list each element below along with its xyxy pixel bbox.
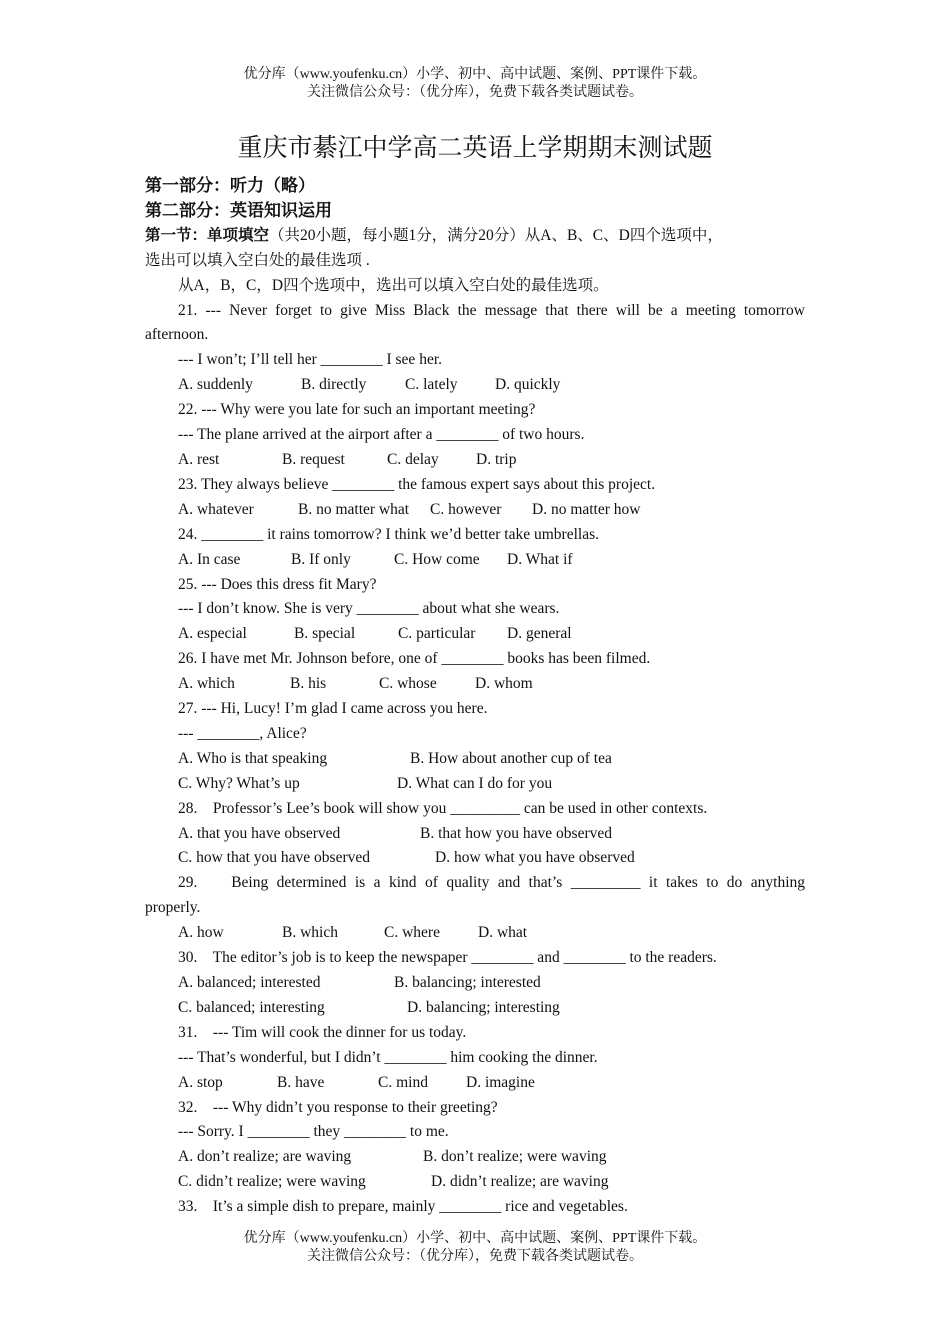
option-c: C. how that you have observed bbox=[178, 849, 370, 867]
question-25-reply: --- I don’t know. She is very ________ about what she wears. bbox=[178, 600, 560, 618]
question-21-stem-cont: afternoon. bbox=[145, 326, 209, 344]
footer-line-1: 优分库（www.youfenku.cn）小学、初中、高中试题、案例、PPT课件下载。 bbox=[243, 1231, 707, 1246]
question-31-options bbox=[145, 1071, 805, 1096]
question-22-options bbox=[145, 448, 805, 473]
option-c: C. balanced; interesting bbox=[178, 998, 325, 1016]
section-1-desc: （共20小题，每小题1分，满分20分）从A、B、C、D四个选项中， bbox=[269, 226, 723, 244]
option-d: D. whom bbox=[475, 675, 533, 693]
question-26-stem: 26. I have met Mr. Johnson before, one of ________ books has been filmed. bbox=[178, 650, 651, 668]
question-26-options bbox=[145, 672, 805, 697]
option-b: B. don’t realize; were waving bbox=[423, 1148, 607, 1166]
question-27-options-row-2 bbox=[145, 772, 805, 797]
section-1-intro bbox=[145, 224, 805, 249]
option-d: D. didn’t realize; are waving bbox=[431, 1173, 609, 1191]
question-23-stem: 23. They always believe ________ the famous expert says about this project. bbox=[178, 475, 656, 493]
header-line-1: 优分库（www.youfenku.cn）小学、初中、高中试题、案例、PPT课件下载。 bbox=[243, 67, 707, 82]
section-1-label: 第一节：单项填空 bbox=[145, 226, 270, 244]
part-1-heading: 第一部分：听力（略） bbox=[145, 176, 315, 195]
option-b: B. directly bbox=[301, 376, 367, 394]
question-32-options-row-2 bbox=[145, 1170, 805, 1195]
question-32-options-row-1 bbox=[145, 1145, 805, 1170]
question-27-reply: --- ________, Alice? bbox=[178, 724, 307, 742]
option-a: A. that you have observed bbox=[178, 824, 341, 842]
question-30-stem: 30. The editor’s job is to keep the newspaper ________ and ________ to the readers. bbox=[178, 949, 717, 967]
header-line-2: 关注微信公众号：（优分库），免费下载各类试题试卷。 bbox=[307, 85, 643, 100]
option-b: B. If only bbox=[291, 550, 351, 568]
option-c: C. particular bbox=[398, 625, 476, 643]
question-28-options-row-1 bbox=[145, 822, 805, 847]
option-a: A. balanced; interested bbox=[178, 974, 321, 991]
question-24-options bbox=[145, 548, 805, 573]
option-b: B. that how you have observed bbox=[420, 824, 612, 842]
option-d: D. general bbox=[507, 625, 572, 643]
option-b: B. his bbox=[290, 675, 327, 693]
option-c: C. where bbox=[384, 924, 440, 942]
section-1-desc-cont: 选出可以填入空白处的最佳选项 . bbox=[145, 251, 370, 269]
question-21-options bbox=[145, 373, 805, 398]
question-23-options bbox=[145, 498, 805, 523]
option-a: A. how bbox=[178, 924, 224, 942]
option-a: A. suddenly bbox=[178, 376, 253, 394]
question-28-stem: 28. Professor’s Lee’s book will show you _________ can be used in other contexts. bbox=[178, 799, 708, 817]
question-31-reply: --- That’s wonderful, but I didn’t ________ him cooking the dinner. bbox=[178, 1048, 598, 1066]
option-b: B. special bbox=[294, 625, 356, 643]
option-d: D. how what you have observed bbox=[435, 849, 635, 867]
option-b: B. have bbox=[277, 1073, 325, 1091]
page-title: 重庆市綦江中学高二英语上学期期末测试题 bbox=[237, 135, 713, 162]
option-d: D. What if bbox=[507, 550, 573, 568]
option-d: D. What can I do for you bbox=[397, 774, 553, 792]
question-32-reply: --- Sorry. I ________ they ________ to me. bbox=[178, 1123, 449, 1141]
option-d: D. quickly bbox=[495, 376, 561, 394]
footer-line-2: 关注微信公众号：（优分库），免费下载各类试题试卷。 bbox=[307, 1249, 643, 1264]
question-31-stem: 31. --- Tim will cook the dinner for us today. bbox=[178, 1023, 467, 1041]
option-c: C. however bbox=[430, 500, 502, 518]
question-28-options-row-2 bbox=[145, 846, 805, 871]
question-22-reply: --- The plane arrived at the airport after a ________ of two hours. bbox=[178, 426, 585, 444]
question-32-stem: 32. --- Why didn’t you response to their greeting? bbox=[178, 1098, 498, 1116]
option-d: D. trip bbox=[476, 450, 517, 468]
question-30-options-row-1 bbox=[145, 971, 805, 996]
option-b: B. How about another cup of tea bbox=[410, 749, 612, 767]
option-a: A. Who is that speaking bbox=[178, 749, 328, 767]
option-d: D. imagine bbox=[466, 1073, 535, 1091]
option-b: B. no matter what bbox=[298, 500, 410, 518]
part-2-heading: 第二部分：英语知识运用 bbox=[145, 200, 332, 220]
question-27-stem: 27. --- Hi, Lucy! I’m glad I came across you here. bbox=[178, 700, 488, 718]
option-d: D. no matter how bbox=[532, 500, 641, 518]
question-29-stem-cont: properly. bbox=[145, 899, 201, 917]
exam-content bbox=[145, 174, 805, 1220]
page-footer bbox=[0, 1230, 950, 1266]
question-30-options-row-2 bbox=[145, 996, 805, 1021]
question-24-stem: 24. ________ it rains tomorrow? I think we’d better take umbrellas. bbox=[178, 525, 599, 543]
option-a: A. don’t realize; are waving bbox=[178, 1148, 352, 1166]
option-a: A. In case bbox=[178, 550, 241, 568]
question-25-stem: 25. --- Does this dress fit Mary? bbox=[178, 575, 377, 593]
option-c: C. lately bbox=[405, 376, 458, 394]
option-c: C. mind bbox=[378, 1073, 428, 1091]
option-b: B. balancing; interested bbox=[394, 974, 541, 991]
question-21-reply: --- I won’t; I’ll tell her ________ I see her. bbox=[178, 351, 442, 369]
option-a: A. rest bbox=[178, 450, 220, 468]
question-25-options bbox=[145, 622, 805, 647]
option-c: C. delay bbox=[387, 450, 439, 468]
option-a: A. especial bbox=[178, 625, 247, 643]
option-c: C. didn’t realize; were waving bbox=[178, 1173, 366, 1191]
question-21-stem: 21. --- Never forget to give Miss Black the message that there will be a meeting tomorrow bbox=[178, 301, 805, 319]
option-b: B. request bbox=[282, 450, 345, 468]
option-a: A. stop bbox=[178, 1073, 223, 1091]
section-1-instruction: 从A，B，C，D四个选项中，选出可以填入空白处的最佳选项。 bbox=[178, 276, 609, 294]
question-29-options bbox=[145, 921, 805, 946]
option-c: C. How come bbox=[394, 550, 480, 568]
option-d: D. balancing; interesting bbox=[407, 998, 560, 1016]
question-29-stem: 29. Being determined is a kind of quality and that’s _________ it takes to do anything bbox=[178, 874, 805, 892]
option-d: D. what bbox=[478, 924, 528, 942]
question-27-options-row-1 bbox=[145, 747, 805, 772]
option-a: A. which bbox=[178, 675, 235, 693]
option-c: C. whose bbox=[379, 675, 437, 693]
question-33-stem: 33. It’s a simple dish to prepare, mainly ________ rice and vegetables. bbox=[178, 1198, 628, 1216]
question-22-stem: 22. --- Why were you late for such an important meeting? bbox=[178, 401, 536, 419]
option-a: A. whatever bbox=[178, 500, 254, 518]
option-b: B. which bbox=[282, 924, 338, 942]
option-c: C. Why? What’s up bbox=[178, 774, 300, 792]
page-header bbox=[0, 66, 950, 102]
